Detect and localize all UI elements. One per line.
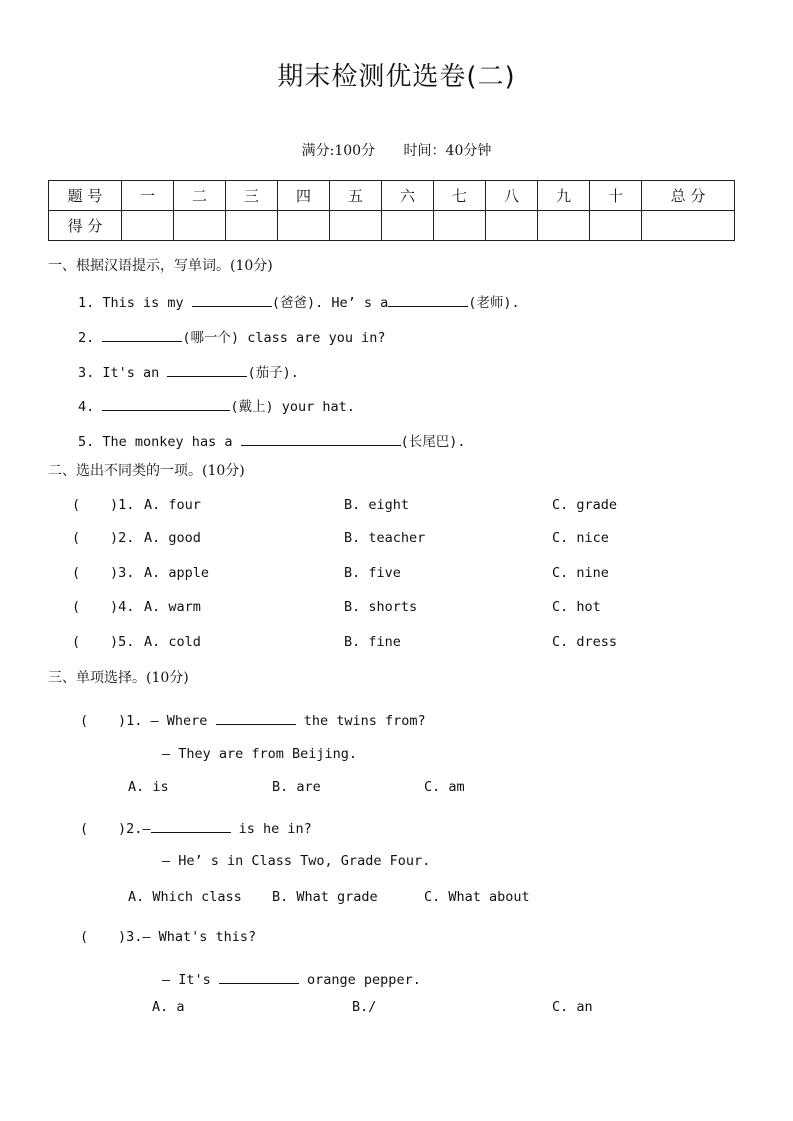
answer-blank[interactable] — [219, 969, 299, 984]
table-cell: 九 — [538, 181, 590, 211]
s1-item-3: 3. It's an (茄子). — [78, 361, 299, 381]
s2-option-a[interactable]: A. apple — [144, 565, 210, 581]
answer-blank[interactable] — [192, 292, 272, 307]
s2-option-c[interactable]: C. grade — [552, 497, 618, 513]
score-cell[interactable] — [278, 211, 330, 241]
score-cell[interactable] — [330, 211, 382, 241]
s2-option-c[interactable]: C. hot — [552, 599, 601, 615]
answer-blank[interactable] — [241, 431, 401, 446]
s2-option-a[interactable]: A. cold — [144, 634, 201, 650]
score-table-score-row — [49, 211, 735, 241]
s2-row-5: ( )5. — [72, 634, 135, 650]
exam-meta — [0, 140, 793, 160]
table-cell: 六 — [382, 181, 434, 211]
table-cell: 三 — [226, 181, 278, 211]
s3-option-c[interactable]: C. am — [424, 779, 465, 795]
answer-blank[interactable] — [167, 362, 247, 377]
s2-option-c[interactable]: C. dress — [552, 634, 618, 650]
s2-option-b[interactable]: B. teacher — [344, 530, 426, 546]
s3-q3-answer: — It's orange pepper. — [162, 969, 421, 988]
s2-option-c[interactable]: C. nice — [552, 530, 609, 546]
score-cell[interactable] — [642, 211, 735, 241]
full-score: 满分:100分 — [301, 143, 376, 159]
table-cell: 十 — [590, 181, 642, 211]
section-1-heading: 一、根据汉语提示，写单词。(10分) — [48, 258, 273, 274]
s3-question-1: ( )1. — Where the twins from? — [80, 710, 426, 729]
s1-item-2: 2. (哪一个) class are you in? — [78, 326, 385, 346]
table-cell: 得 分 — [49, 211, 122, 241]
s3-question-2: ( )2.— is he in? — [80, 818, 312, 837]
s2-row-2: ( )2. — [72, 530, 135, 546]
table-cell: 二 — [174, 181, 226, 211]
s3-option-a[interactable]: A. a — [152, 999, 185, 1015]
score-cell[interactable] — [382, 211, 434, 241]
score-cell[interactable] — [174, 211, 226, 241]
s3-option-c[interactable]: C. an — [552, 999, 593, 1015]
s2-option-b[interactable]: B. fine — [344, 634, 401, 650]
score-cell[interactable] — [590, 211, 642, 241]
score-cell[interactable] — [538, 211, 590, 241]
answer-blank[interactable] — [102, 396, 230, 411]
table-cell: 一 — [122, 181, 174, 211]
section-3-heading: 三、单项选择。(10分) — [48, 670, 189, 686]
s3-q2-answer: — He’ s in Class Two, Grade Four. — [162, 853, 431, 869]
answer-blank[interactable] — [102, 327, 182, 342]
s1-item-4: 4. (戴上) your hat. — [78, 395, 355, 415]
s2-option-a[interactable]: A. four — [144, 497, 201, 513]
table-cell: 总 分 — [642, 181, 735, 211]
s3-option-b[interactable]: B./ — [352, 999, 377, 1015]
s3-option-c[interactable]: C. What about — [424, 889, 530, 905]
s3-q1-answer: — They are from Beijing. — [162, 746, 358, 762]
s3-option-a[interactable]: A. is — [128, 779, 169, 795]
score-table-header-row — [49, 181, 735, 211]
table-cell: 五 — [330, 181, 382, 211]
s2-option-c[interactable]: C. nine — [552, 565, 609, 581]
table-cell: 八 — [486, 181, 538, 211]
s2-option-a[interactable]: A. good — [144, 530, 201, 546]
score-cell[interactable] — [486, 211, 538, 241]
answer-blank[interactable] — [388, 292, 468, 307]
s2-row-3: ( )3. — [72, 565, 135, 581]
section-2-heading: 二、选出不同类的一项。(10分) — [48, 463, 245, 479]
s2-row-4: ( )4. — [72, 599, 135, 615]
page-title: 期末检测优选卷(二) — [277, 62, 516, 92]
s3-option-a[interactable]: A. Which class — [128, 889, 242, 905]
s2-option-b[interactable]: B. five — [344, 565, 401, 581]
s2-option-b[interactable]: B. shorts — [344, 599, 418, 615]
s3-option-b[interactable]: B. What grade — [272, 889, 378, 905]
s3-question-3: ( )3.— What's this? — [80, 929, 257, 945]
s2-row-1: ( )1. — [72, 497, 135, 513]
s2-option-a[interactable]: A. warm — [144, 599, 201, 615]
s1-item-1: 1. This is my (爸爸). He’ s a (老师). — [78, 291, 520, 311]
table-cell: 题 号 — [49, 181, 122, 211]
score-cell[interactable] — [434, 211, 486, 241]
answer-blank[interactable] — [151, 818, 231, 833]
time-limit: 时间：40分钟 — [403, 143, 492, 159]
s1-item-5: 5. The monkey has a (长尾巴). — [78, 430, 465, 450]
s2-option-b[interactable]: B. eight — [344, 497, 410, 513]
score-cell[interactable] — [122, 211, 174, 241]
answer-blank[interactable] — [216, 710, 296, 725]
s3-option-b[interactable]: B. are — [272, 779, 321, 795]
score-table — [48, 180, 735, 241]
table-cell: 七 — [434, 181, 486, 211]
table-cell: 四 — [278, 181, 330, 211]
score-cell[interactable] — [226, 211, 278, 241]
